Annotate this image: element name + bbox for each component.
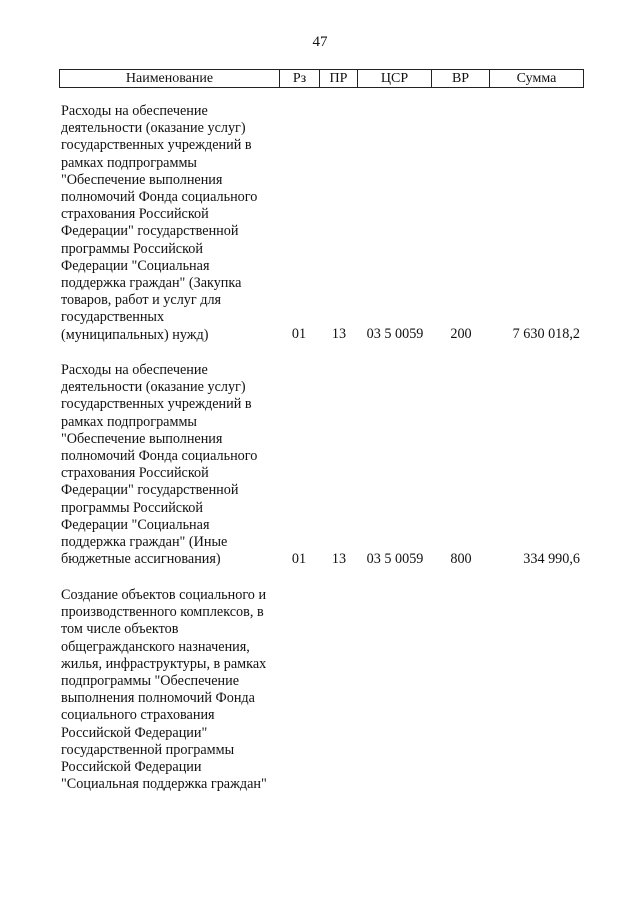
row-vr: 800: [450, 551, 472, 567]
row-rz: 01: [291, 551, 307, 567]
header-name: Наименование: [60, 70, 280, 88]
header-csr: ЦСР: [358, 70, 432, 88]
page-number: 47: [312, 34, 328, 50]
row-sum: 7 630 018,2: [512, 326, 580, 342]
row-sum: 334 990,6: [523, 551, 580, 567]
header-vr: ВР: [432, 70, 490, 88]
table-row: [0, 587, 640, 802]
row-pr: 13: [331, 326, 347, 342]
table-row: [0, 362, 640, 570]
row-csr: 03 5 0059: [366, 551, 424, 567]
row-pr: 13: [331, 551, 347, 567]
row-name: Создание объектов социального и производственного комплексов, в том числе объектов общегражданского назначения, жилья, инфраструктуры, в рамках подпрограммы "Обеспечение выполнения полномочий Фонда социального страхования Российской Федерации" государственной программы Российской Федерации "Социальная поддержка граждан": [61, 587, 267, 793]
row-name: Расходы на обеспечение деятельности (оказание услуг) государственных учреждений в рамках подпрограммы "Обеспечение выполнения полномочий Фонда социального страхования Российской Федерации" государственной программы Российской Федерации "Социальная поддержка граждан" (Иные бюджетные ассигнования): [61, 362, 258, 568]
header-rz: Рз: [280, 70, 320, 88]
budget-table-header: [59, 69, 584, 88]
row-csr: 03 5 0059: [366, 326, 424, 342]
row-rz: 01: [291, 326, 307, 342]
row-vr: 200: [450, 326, 472, 342]
row-name: Расходы на обеспечение деятельности (оказание услуг) государственных учреждений в рамках подпрограммы "Обеспечение выполнения полномочий Фонда социального страхования Российской Федерации" государственной программы Российской Федерации "Социальная поддержка граждан" (Закупка товаров, работ и услуг для государственных (муниципальных) нужд): [61, 103, 258, 343]
header-pr: ПР: [320, 70, 358, 88]
table-row: [0, 103, 640, 343]
header-row: [60, 70, 584, 88]
header-sum: Сумма: [490, 70, 584, 88]
